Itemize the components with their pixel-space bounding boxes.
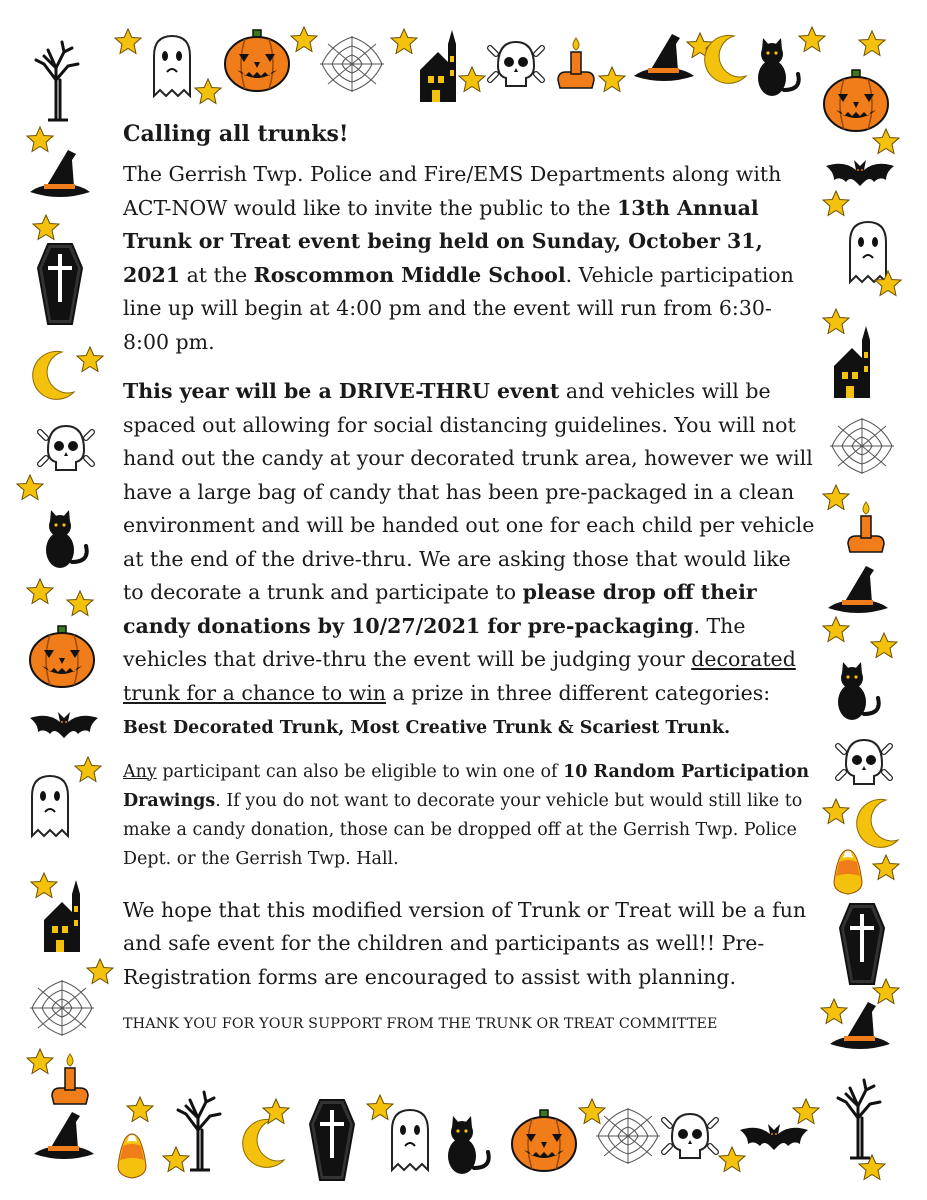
- candle-icon: [848, 502, 884, 552]
- star-icon: [823, 799, 849, 824]
- candy-corn-icon: [834, 850, 862, 894]
- star-icon: [859, 31, 885, 56]
- star-icon: [823, 309, 849, 334]
- cat-icon: [838, 662, 879, 720]
- cat-icon: [46, 510, 87, 568]
- star-icon: [33, 215, 59, 240]
- event-name-date: 13th Annual Trunk or Treat event being held on Sunday, October 31, 2021: [123, 195, 763, 287]
- spiderweb-icon: [596, 1108, 660, 1164]
- pumpkin-icon: [512, 1110, 576, 1171]
- drive-thru-text: and vehicles will be spaced out allowing for social distancing guidelines. You will not hand out the candy at your decorated trunk area, however we will have a large bag of candy that has been pre-packaged in a clean environment and will be handed out one for each child per vehicle at the end of the drive-thru. We are asking those that would like to decorate a trunk and participate to: [123, 379, 815, 604]
- drive-thru-notice: This year will be a DRIVE-THRU event: [123, 379, 560, 403]
- drive-thru-text: a prize in three different categories:: [386, 680, 771, 705]
- star-icon: [823, 191, 849, 216]
- skull-icon: [664, 1114, 716, 1158]
- event-location: Roscommon Middle School: [253, 262, 566, 287]
- star-icon: [367, 1095, 393, 1120]
- skull-icon: [40, 426, 92, 470]
- pumpkin-icon: [824, 70, 888, 131]
- intro-text: The Gerrish Twp. Police and Fire/EMS Departments along with ACT-NOW would like to invite the public to the: [123, 162, 782, 220]
- star-icon: [17, 475, 43, 500]
- star-icon: [823, 485, 849, 510]
- star-icon: [793, 1099, 819, 1124]
- candle-icon: [52, 1054, 88, 1104]
- cat-icon: [448, 1116, 489, 1174]
- star-icon: [77, 347, 103, 372]
- thank-you-line: THANK YOU FOR YOUR SUPPORT FROM THE TRUNK OR TREAT COMMITTEE: [123, 1016, 718, 1032]
- moon-icon: [857, 799, 898, 847]
- star-icon: [27, 579, 53, 604]
- bat-icon: [826, 160, 894, 186]
- star-icon: [195, 79, 221, 104]
- flyer-content: [123, 120, 815, 1032]
- random-drawings: 10 Random Participation Drawings: [123, 761, 810, 811]
- intro-text: . Vehicle participation line up will begin at 4:00 pm and the event will run from 6:30-8:00 pm.: [123, 262, 794, 354]
- star-icon: [823, 617, 849, 642]
- witch-hat-icon: [828, 566, 888, 613]
- star-icon: [31, 873, 57, 898]
- drive-thru-text: . The vehicles that drive-thru the event will be judging your: [123, 613, 746, 671]
- ghost-icon: [392, 1110, 428, 1170]
- intro-text: at the: [180, 262, 254, 287]
- drawings-text: . If you do not want to decorate your vehicle but would still like to make a candy donation, those can be dropped off at the Gerrish Twp. Police Dept. or the Gerrish Twp. Hall.: [123, 790, 803, 869]
- contest-note: decorated trunk for a chance to win: [123, 647, 796, 705]
- donation-deadline: please drop off their candy donations by 10/27/2021 for pre-packaging: [123, 580, 757, 638]
- witch-hat-icon: [634, 34, 694, 81]
- coffin-icon: [310, 1100, 354, 1180]
- moon-icon: [705, 35, 746, 83]
- candy-corn-icon: [118, 1134, 146, 1178]
- star-icon: [579, 1099, 605, 1124]
- coffin-icon: [38, 244, 82, 324]
- closing-paragraph: We hope that this modified version of Trunk or Treat will be a fun and safe event for the children and participants as well!! Pre-Registration forms are encouraged to assist with planning.: [123, 897, 807, 989]
- moon-icon: [33, 351, 74, 399]
- star-icon: [127, 1097, 153, 1122]
- star-icon: [719, 1147, 745, 1172]
- pumpkin-icon: [30, 626, 94, 687]
- haunted-house-icon: [420, 30, 456, 102]
- star-icon: [115, 29, 141, 54]
- star-icon: [87, 959, 113, 984]
- witch-hat-icon: [34, 1112, 94, 1159]
- star-icon: [391, 29, 417, 54]
- moon-icon: [243, 1119, 284, 1167]
- intro-paragraph: [123, 158, 815, 359]
- page-title: Calling all trunks!: [123, 121, 349, 147]
- cat-icon: [758, 38, 799, 96]
- star-icon: [75, 757, 101, 782]
- star-icon: [871, 633, 897, 658]
- spiderweb-icon: [320, 36, 384, 92]
- ghost-icon: [32, 776, 68, 836]
- star-icon: [27, 1049, 53, 1074]
- star-icon: [163, 1147, 189, 1172]
- pumpkin-icon: [225, 30, 289, 91]
- skull-icon: [838, 740, 890, 784]
- bat-icon: [740, 1124, 808, 1150]
- star-icon: [799, 27, 825, 52]
- prize-categories: Best Decorated Trunk, Most Creative Trunk & Scariest Trunk.: [123, 718, 731, 738]
- haunted-house-icon: [834, 326, 870, 398]
- star-icon: [873, 129, 899, 154]
- candle-icon: [558, 38, 594, 88]
- spiderweb-icon: [30, 980, 94, 1036]
- witch-hat-icon: [30, 150, 90, 197]
- star-icon: [821, 999, 847, 1024]
- any-participant: Any: [123, 761, 157, 782]
- drawings-paragraph: [123, 758, 815, 874]
- star-icon: [67, 591, 93, 616]
- star-icon: [599, 67, 625, 92]
- tree-icon: [838, 1080, 880, 1158]
- coffin-icon: [840, 904, 884, 984]
- star-icon: [873, 979, 899, 1004]
- tree-icon: [36, 42, 78, 120]
- spiderweb-icon: [830, 418, 894, 474]
- drive-thru-paragraph: [123, 375, 815, 746]
- star-icon: [291, 27, 317, 52]
- drawings-text: participant can also be eligible to win one of: [156, 761, 564, 782]
- ghost-icon: [154, 36, 190, 96]
- star-icon: [27, 127, 53, 152]
- ghost-icon: [850, 222, 886, 282]
- star-icon: [873, 855, 899, 880]
- bat-icon: [30, 712, 98, 738]
- skull-icon: [490, 42, 542, 86]
- star-icon: [459, 67, 485, 92]
